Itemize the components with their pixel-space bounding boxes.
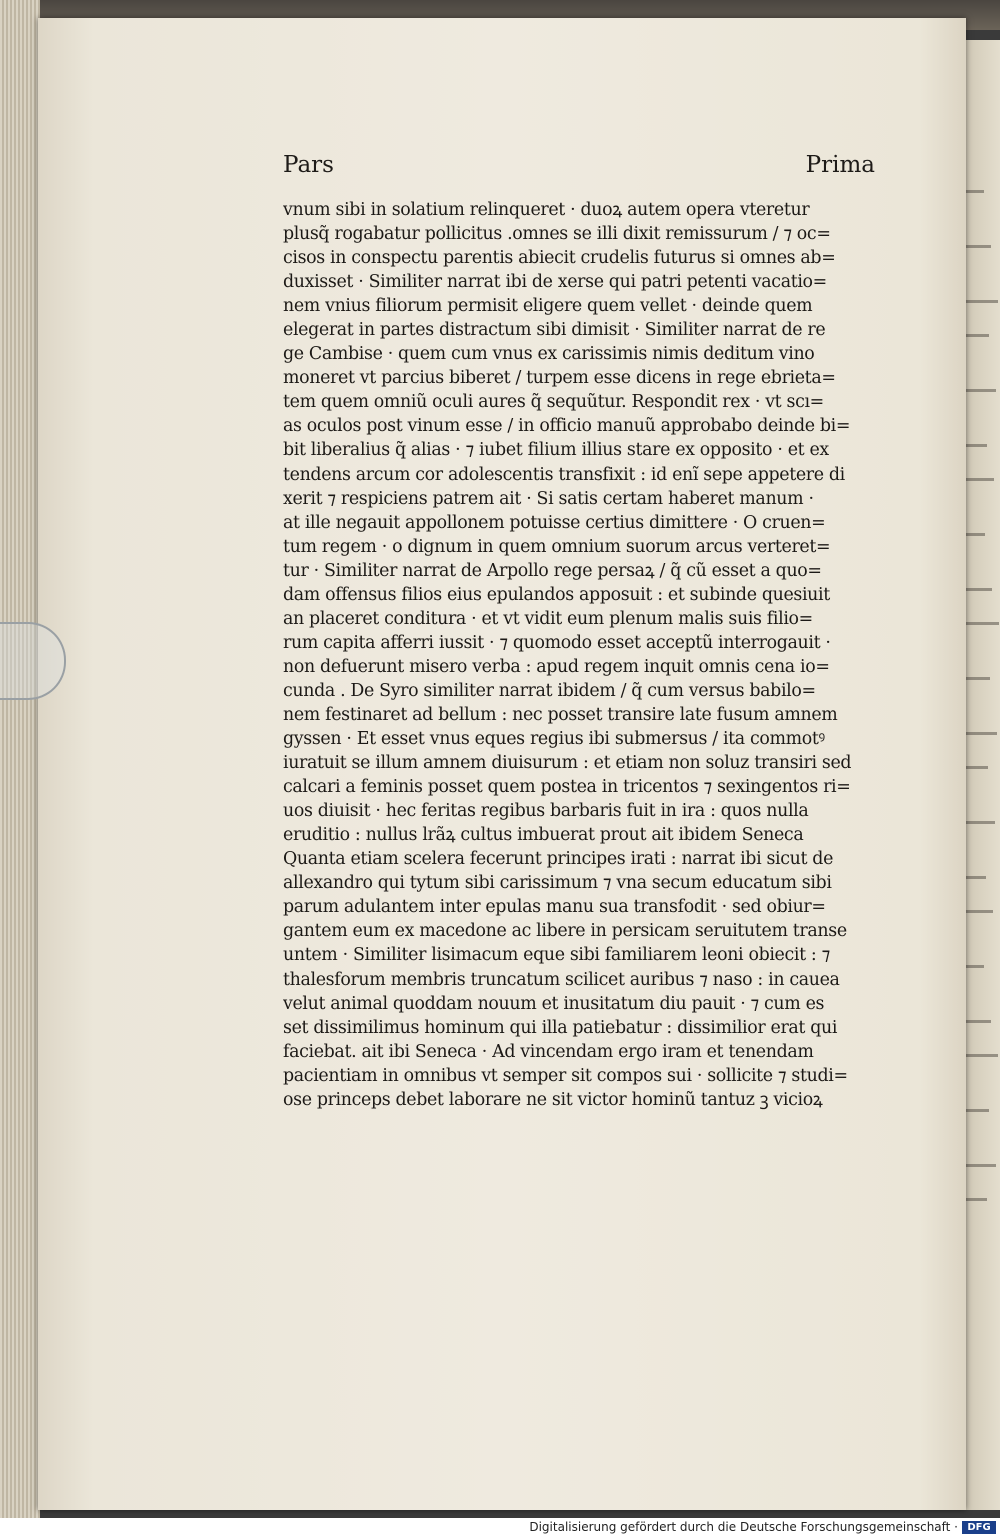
adjacent-page-text-fragment: [966, 622, 999, 625]
text-line: elegerat in partes distractum sibi dimisit · Similiter narrat de re: [283, 320, 826, 341]
text-line: xerit ⁊ respiciens patrem ait · Si satis certam haberet manum ·: [283, 488, 814, 509]
text-line: allexandro qui tytum sibi carissimum ⁊ vna secum educatum sibi: [283, 873, 832, 894]
text-line: as oculos post vinum esse / in officio manuũ approbabo deinde bi=: [283, 416, 851, 437]
text-line: gantem eum ex macedone ac libere in persicam seruitutem transe: [283, 921, 847, 942]
text-line: ge Cambise · quem cum vnus ex carissimis nimis deditum vino: [283, 344, 815, 365]
adjacent-page-text-fragment: [966, 965, 984, 968]
book-page-edges: [0, 0, 40, 1520]
text-line: an placeret conditura · et vt vidit eum plenum malis suis filio=: [283, 608, 813, 629]
adjacent-page-text-fragment: [966, 766, 988, 769]
text-line: moneret vt parcius biberet / turpem esse dicens in rege ebrieta=: [283, 368, 836, 389]
text-line: rum capita afferri iussit · ⁊ quomodo esset acceptũ interrogauit ·: [283, 632, 831, 653]
text-line: nem vnius filiorum permisit eligere quem vellet · deinde quem: [283, 296, 813, 317]
text-line: calcari a feminis posset quem postea in tricentos ⁊ sexingentos ri=: [283, 777, 851, 798]
text-line: tem quem omniũ oculi aures q̃ sequũtur. Respondit rex · vt scı=: [283, 392, 824, 413]
adjacent-page-text-fragment: [966, 1054, 998, 1057]
adjacent-page-text-fragment: [966, 1164, 996, 1167]
text-line: faciebat. ait ibi Seneca · Ad vincendam ergo iram et tenendam: [283, 1041, 814, 1062]
text-line: vnum sibi in solatium relinqueret · duoꝝ autem opera vteretur: [283, 200, 810, 220]
adjacent-page-text-fragment: [966, 821, 995, 824]
adjacent-page-text-fragment: [966, 533, 985, 536]
adjacent-page-text-fragment: [966, 1020, 991, 1023]
dfg-logo: DFG: [962, 1521, 996, 1534]
text-line: cisos in conspectu parentis abiecit crudelis futurus si omnes ab=: [283, 248, 836, 269]
text-line: velut animal quoddam nouum et inusitatum diu pauit · ⁊ cum es: [283, 993, 825, 1014]
running-head-left: Pars: [283, 152, 334, 178]
adjacent-page-text-fragment: [966, 876, 986, 879]
text-line: plusq̃ rogabatur pollicitus .omnes se illi dixit remissurum / ⁊ oc=: [283, 224, 831, 245]
adjacent-page-text-fragment: [966, 1109, 989, 1112]
adjacent-page-text-fragment: [966, 732, 997, 735]
adjacent-page-text-fragment: [966, 1198, 987, 1201]
running-head: [283, 152, 875, 186]
adjacent-page-text-fragment: [966, 677, 990, 680]
text-line: cunda . De Syro similiter narrat ibidem / q̃ cum versus babilo=: [283, 680, 816, 701]
adjacent-page-text-fragment: [966, 334, 989, 337]
text-line: pacientiam in omnibus vt semper sit compos sui · sollicite ⁊ studi=: [283, 1065, 848, 1086]
text-line: eruditio : nullus lrãꝝ cultus imbuerat prout ait ibidem Seneca: [283, 825, 804, 846]
adjacent-page-edge: [962, 40, 1000, 1510]
text-line: dam offensus filios eius epulandos apposuit : et subinde quesiuit: [283, 584, 830, 605]
text-line: duxisset · Similiter narrat ibi de xerse qui patri petenti vacatio=: [283, 272, 827, 293]
text-line: tur · Similiter narrat de Arpollo rege persaꝝ / q̃ cũ esset a quo=: [283, 560, 822, 581]
adjacent-page-text-fragment: [966, 300, 998, 303]
text-line: thalesforum membris truncatum scilicet auribus ⁊ naso : in cauea: [283, 969, 840, 990]
text-line: tum regem · o dignum in quem omnium suorum arcus verteret=: [283, 536, 831, 557]
adjacent-page-text-fragment: [966, 389, 996, 392]
adjacent-page-text-fragment: [966, 190, 984, 193]
adjacent-page-text-fragment: [966, 588, 992, 591]
text-column: [283, 198, 875, 1112]
text-line: Quanta etiam scelera fecerunt principes irati : narrat ibi sicut de: [283, 849, 834, 870]
text-line: ose princeps debet laborare ne sit victor hominũ tantuz ꝫ vicioꝝ: [283, 1089, 823, 1110]
adjacent-page-text-fragment: [966, 444, 987, 447]
text-line: iuratuit se illum amnem diuisurum : et etiam non soluz transiri sed: [283, 753, 852, 774]
text-line: uos diuisit · hec feritas regibus barbaris fuit in ira : quos nulla: [283, 801, 809, 822]
adjacent-page-text-fragment: [966, 910, 993, 913]
text-line: bit liberalius q̃ alias · ⁊ iubet filium illius stare ex opposito · et ex: [283, 440, 829, 461]
footer-bar: [0, 1518, 1000, 1538]
text-line: set dissimilimus hominum qui illa patiebatur : dissimilior erat qui: [283, 1017, 838, 1038]
adjacent-page-text-fragment: [966, 245, 991, 248]
text-line: tendens arcum cor adolescentis transfixit : id enĩ sepe appetere di: [283, 464, 845, 485]
footer-credit: Digitalisierung gefördert durch die Deutsche Forschungsgemeinschaft ·: [529, 1520, 958, 1534]
text-line: parum adulantem inter epulas manu sua transfodit · sed obiur=: [283, 897, 826, 918]
text-line: at ille negauit appollonem potuisse certius dimittere · O cruen=: [283, 512, 826, 533]
running-head-right: Prima: [805, 152, 875, 178]
adjacent-page-text-fragment: [966, 478, 994, 481]
text-line: non defuerunt misero verba : apud regem inquit omnis cena io=: [283, 656, 830, 677]
text-line: untem · Similiter lisimacum eque sibi familiarem leoni obiecit : ⁊: [283, 945, 830, 966]
text-line: nem festinaret ad bellum : nec posset transire late fusum amnem: [283, 704, 838, 725]
text-line: gyssen · Et esset vnus eques regius ibi submersus / ita commotꝰ: [283, 729, 825, 750]
